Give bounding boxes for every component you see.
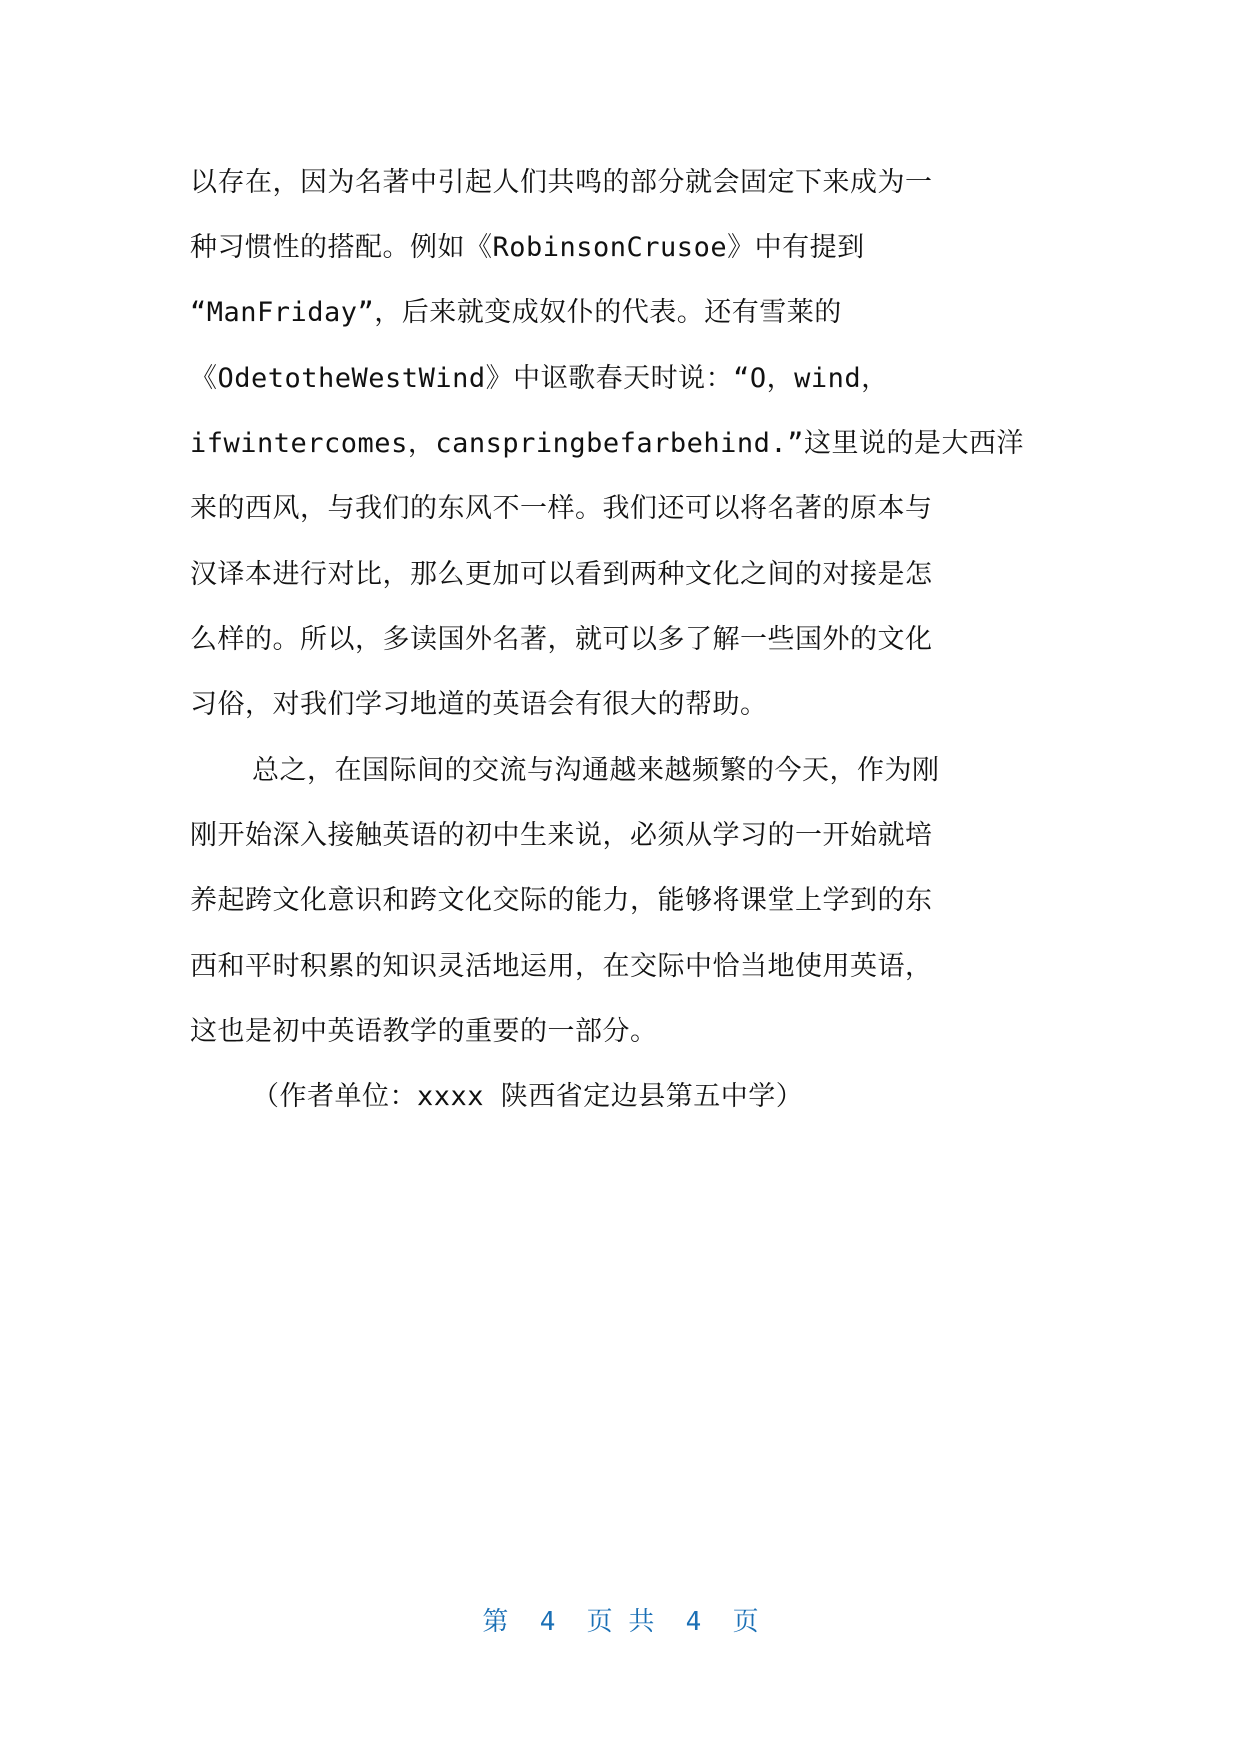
body-line: 种习惯性的搭配。例如《RobinsonCrusoe》中有提到 [190, 232, 865, 263]
body-line: 这也是初中英语教学的重要的一部分。 [190, 1016, 658, 1047]
body-line: 《OdetotheWestWind》中讴歌春天时说：“O，wind， [190, 363, 889, 394]
body-line: 习俗，对我们学习地道的英语会有很大的帮助。 [190, 689, 768, 720]
body-line: 汉译本进行对比，那么更加可以看到两种文化之间的对接是怎 [190, 559, 933, 590]
body-line: 养起跨文化意识和跨文化交际的能力，能够将课堂上学到的东 [190, 885, 933, 916]
body-line: 以存在，因为名著中引起人们共鸣的部分就会固定下来成为一 [190, 167, 933, 198]
body-line: ifwintercomes，canspringbefarbehind.”这里说的是大西洋 [190, 428, 1024, 459]
body-line: 么样的。所以，多读国外名著，就可以多了解一些国外的文化 [190, 624, 933, 655]
body-line: 刚开始深入接触英语的初中生来说，必须从学习的一开始就培 [190, 820, 933, 851]
author-affiliation: （作者单位：xxxx 陕西省定边县第五中学） [252, 1081, 804, 1112]
body-line: “ManFriday”，后来就变成奴仆的代表。还有雪莱的 [190, 297, 842, 328]
body-line: 来的西风，与我们的东风不一样。我们还可以将名著的原本与 [190, 493, 933, 524]
paragraph-start-line: 总之，在国际间的交流与沟通越来越频繁的今天，作为刚 [252, 755, 940, 786]
body-line: 西和平时积累的知识灵活地运用，在交际中恰当地使用英语， [190, 951, 933, 982]
page-number-footer: 第 4 页 共 4 页 [482, 1607, 759, 1637]
